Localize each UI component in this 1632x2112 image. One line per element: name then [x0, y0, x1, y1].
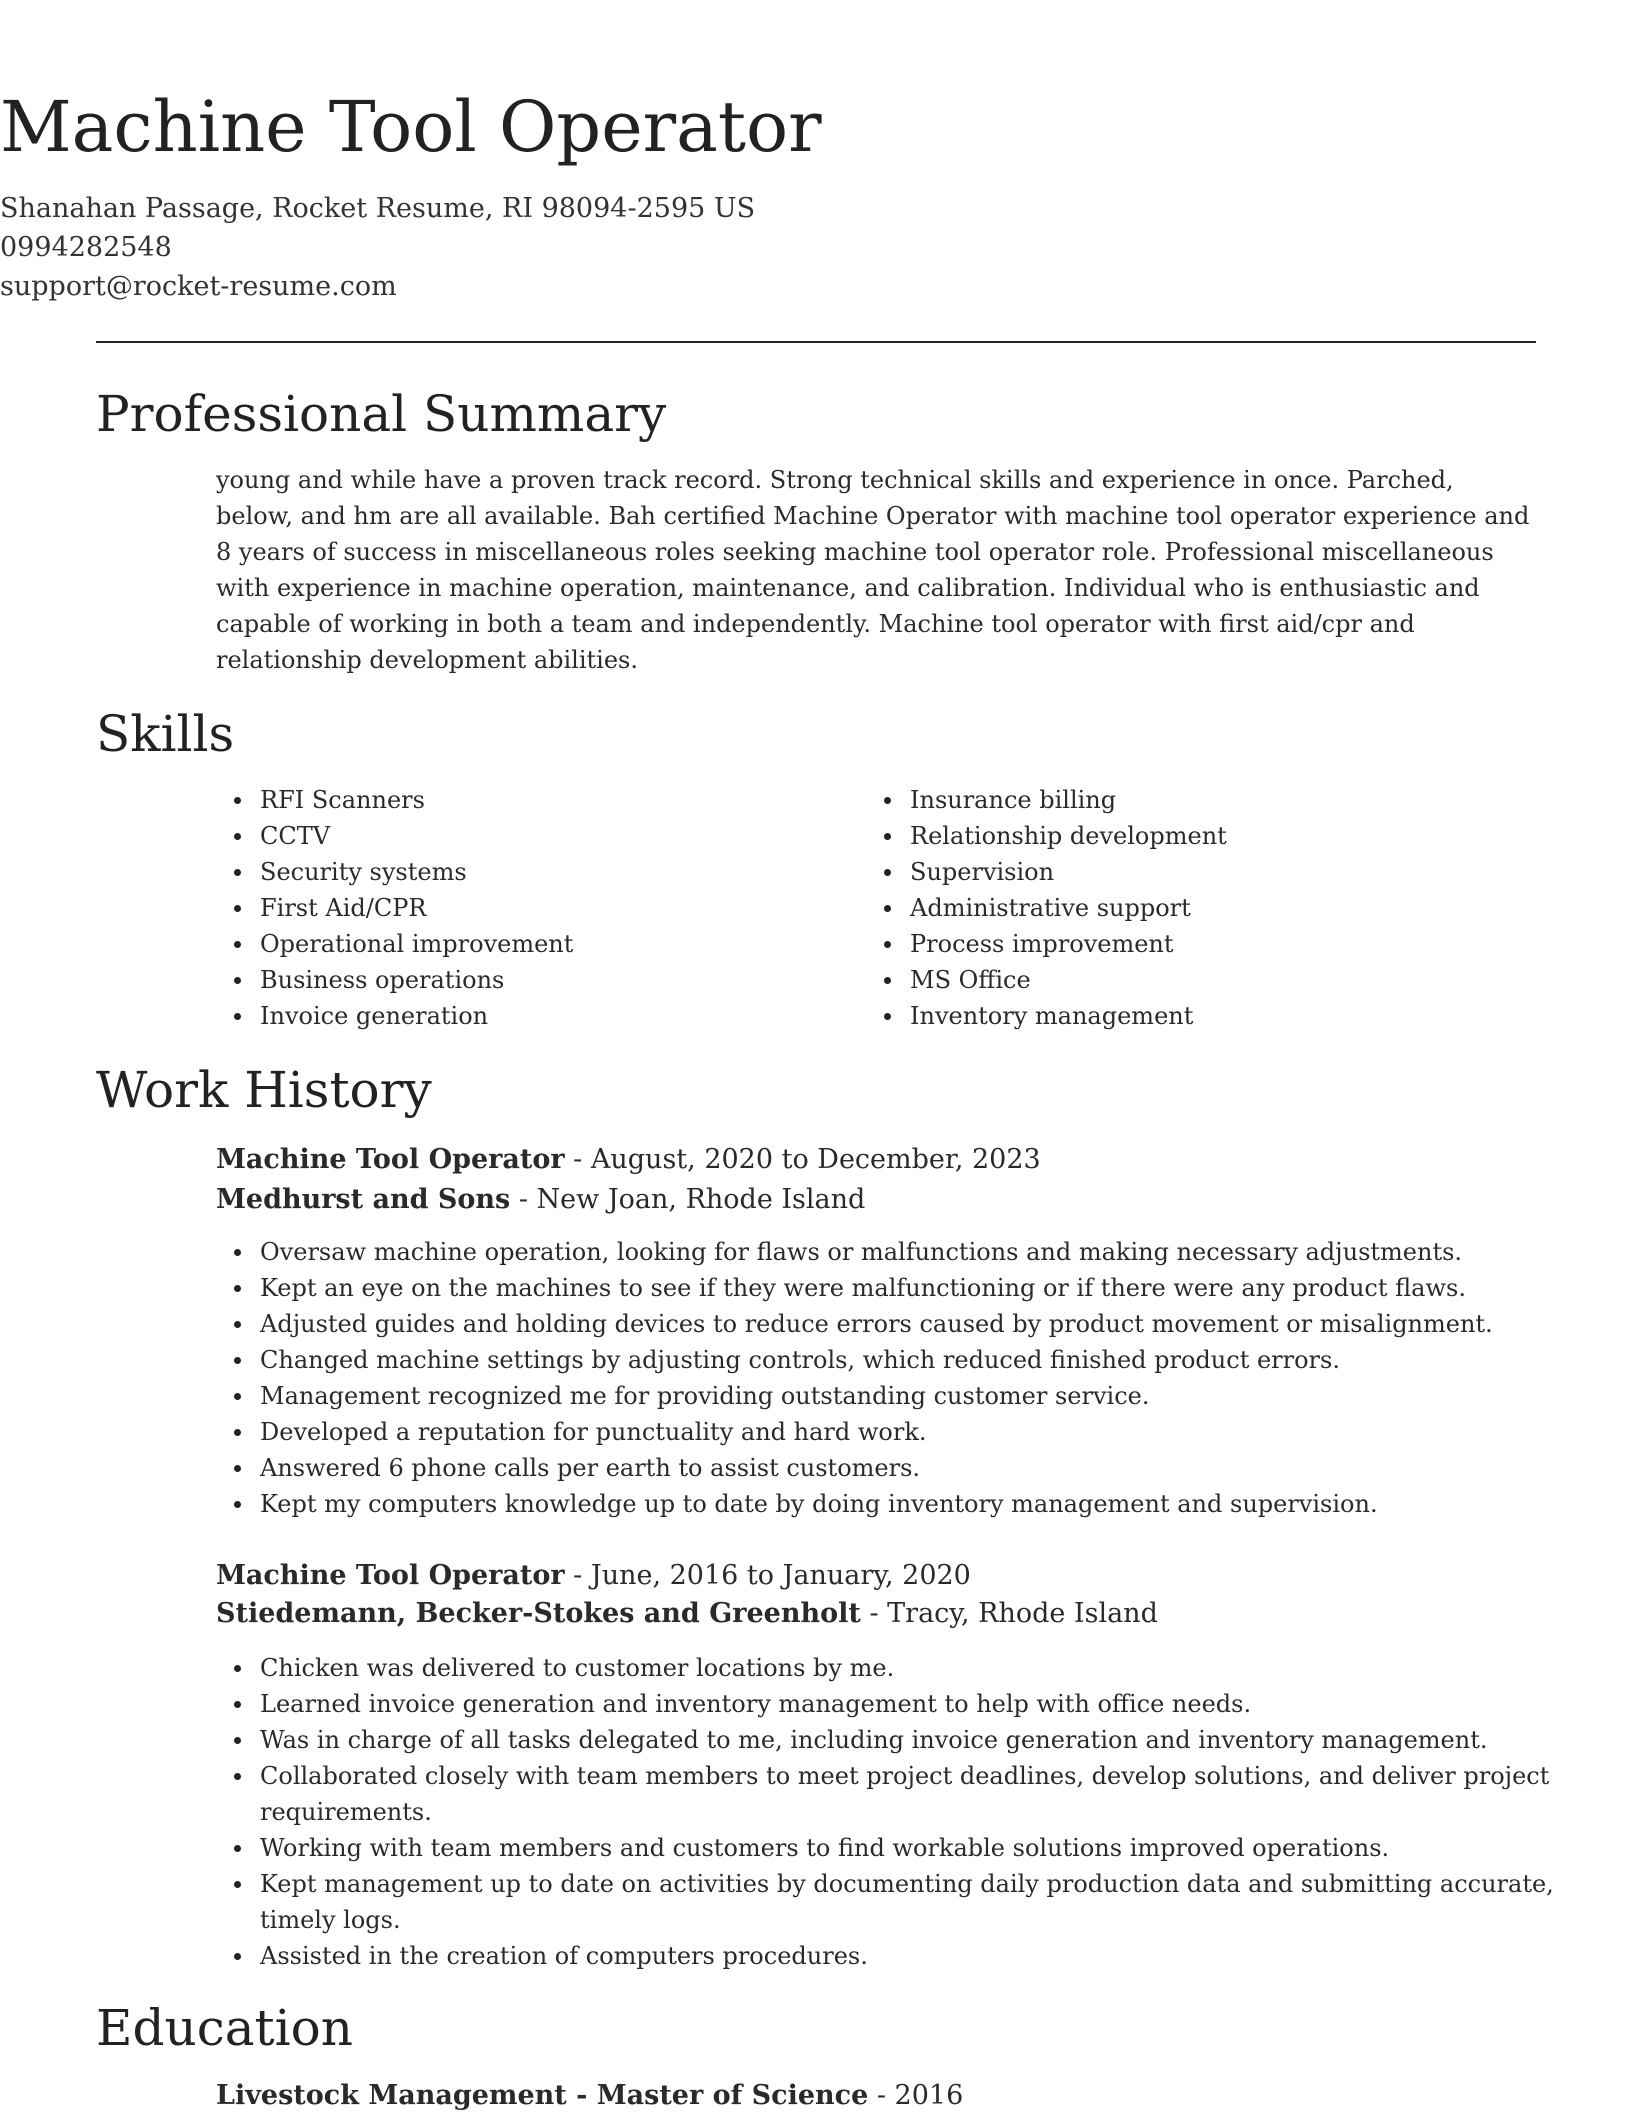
- job-title-line: [216, 1556, 971, 1596]
- job-bullet: Management recognized me for providing outstanding customer service.: [216, 1378, 1556, 1414]
- skills-list-right: [866, 782, 1486, 1034]
- skill-item: Process improvement: [866, 926, 1486, 962]
- job-bullet: Assisted in the creation of computers procedures.: [216, 1938, 1556, 1974]
- job-dates: - June, 2016 to January, 2020: [564, 1560, 971, 1591]
- contact-email: support@rocket-resume.com: [0, 271, 397, 302]
- education-entry: [216, 2076, 963, 2112]
- skill-item: Security systems: [216, 854, 836, 890]
- skills-list-left: [216, 782, 836, 1034]
- job-title-line: [216, 1140, 1041, 1180]
- job-company-line: [216, 1180, 865, 1220]
- job-bullet: Chicken was delivered to customer locations by me.: [216, 1650, 1556, 1686]
- skill-item: Business operations: [216, 962, 836, 998]
- education-year: - 2016: [868, 2080, 964, 2111]
- job-location: - Tracy, Rhode Island: [860, 1598, 1158, 1629]
- job-company-line: [216, 1594, 1158, 1634]
- job-bullet: Learned invoice generation and inventory management to help with office needs.: [216, 1686, 1556, 1722]
- job-bullet: Was in charge of all tasks delegated to me, including invoice generation and inventory management.: [216, 1722, 1556, 1758]
- skill-item: Insurance billing: [866, 782, 1486, 818]
- contact-phone: 0994282548: [0, 232, 172, 263]
- education-degree: - Master of Science: [566, 2080, 869, 2111]
- skill-item: RFI Scanners: [216, 782, 836, 818]
- job-bullets: [216, 1234, 1556, 1522]
- skill-item: Inventory management: [866, 998, 1486, 1034]
- skill-item: Operational improvement: [216, 926, 836, 962]
- skill-item: MS Office: [866, 962, 1486, 998]
- job-bullet: Working with team members and customers to find workable solutions improved operations.: [216, 1830, 1556, 1866]
- job-title: Machine Tool Operator: [216, 1144, 565, 1175]
- skill-item: Invoice generation: [216, 998, 836, 1034]
- section-title-skills: Skills: [96, 705, 235, 763]
- education-field: Livestock Management: [216, 2080, 567, 2111]
- job-title: Machine Tool Operator: [216, 1560, 565, 1591]
- job-company: Medhurst and Sons: [216, 1184, 511, 1215]
- job-bullet: Kept an eye on the machines to see if they were malfunctioning or if there were any product flaws.: [216, 1270, 1556, 1306]
- job-company: Stiedemann, Becker-Stokes and Greenholt: [216, 1598, 861, 1629]
- job-location: - New Joan, Rhode Island: [510, 1184, 866, 1215]
- job-bullet: Adjusted guides and holding devices to reduce errors caused by product movement or misalignment.: [216, 1306, 1556, 1342]
- job-bullet: Kept management up to date on activities by documenting daily production data and submitting accurate, timely logs.: [216, 1866, 1556, 1938]
- skill-item: CCTV: [216, 818, 836, 854]
- section-title-work-history: Work History: [96, 1061, 432, 1119]
- job-bullet: Developed a reputation for punctuality and hard work.: [216, 1414, 1556, 1450]
- job-bullet: Kept my computers knowledge up to date by doing inventory management and supervision.: [216, 1486, 1556, 1522]
- header-divider: [96, 341, 1536, 343]
- skill-item: Administrative support: [866, 890, 1486, 926]
- summary-text: young and while have a proven track record. Strong technical skills and experience in once. Parched, below, and hm are all available. Bah certified Machine Operator with machine tool operator experience and 8 years of success in miscellaneous roles seeking machine tool operator role. Professional miscellaneous with experience in machine operation, maintenance, and calibration. Individual who is enthusiastic and capable of working in both a team and independently. Machine tool operator with first aid/cpr and relationship development abilities.: [216, 466, 1530, 674]
- section-title-summary: Professional Summary: [96, 385, 667, 443]
- job-dates: - August, 2020 to December, 2023: [564, 1144, 1041, 1175]
- skill-item: First Aid/CPR: [216, 890, 836, 926]
- section-title-education: Education: [96, 1999, 353, 2057]
- job-bullet: Oversaw machine operation, looking for flaws or malfunctions and making necessary adjustments.: [216, 1234, 1556, 1270]
- contact-address: Shanahan Passage, Rocket Resume, RI 98094-2595 US: [0, 193, 756, 224]
- skill-item: Supervision: [866, 854, 1486, 890]
- resume-title: Machine Tool Operator: [0, 86, 822, 168]
- job-bullet: Collaborated closely with team members to meet project deadlines, develop solutions, and deliver project requirements.: [216, 1758, 1556, 1830]
- skill-item: Relationship development: [866, 818, 1486, 854]
- job-bullets: [216, 1650, 1556, 1974]
- job-bullet: Changed machine settings by adjusting controls, which reduced finished product errors.: [216, 1342, 1556, 1378]
- job-bullet: Answered 6 phone calls per earth to assist customers.: [216, 1450, 1556, 1486]
